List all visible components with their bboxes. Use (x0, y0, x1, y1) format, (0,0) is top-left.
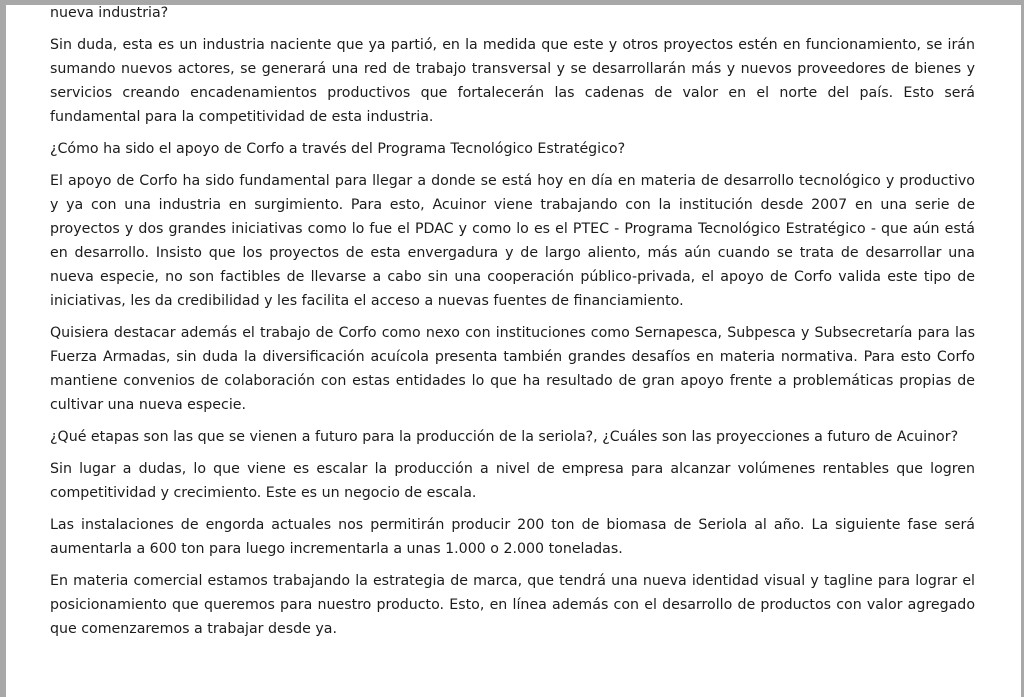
paragraph-answer-corfo: El apoyo de Corfo ha sido fundamental para llegar a donde se está hoy en día en materia de desarrollo tecnológico y productivo y ya con una industria en surgimiento. Para esto, Acuinor viene trabajando con la institución desde 2007 en una serie de proyectos y dos grandes iniciativas como lo fue el PDAC y como lo es el PTEC - Programa Tecnológico Estratégico - que aún está en desarrollo. Insisto que los proyectos de esta envergadura y de largo aliento, más aún cuando se trata de desarrollar una nueva especie, no son factibles de llevarse a cabo sin una cooperación público-privada, el apoyo de Corfo valida este tipo de iniciativas, les da credibilidad y les facilita el acceso a nuevas fuentes de financiamiento. (50, 173, 975, 309)
paragraph-answer-scale: Sin lugar a dudas, lo que viene es escalar la producción a nivel de empresa para alcanzar volúmenes rentables que logren competitividad y crecimiento. Este es un negocio de escala. (50, 461, 975, 501)
paragraph-answer-industry: Sin duda, esta es un industria naciente que ya partió, en la medida que este y otros proyectos estén en funcionamiento, se irán sumando nuevos actores, se generará una red de trabajo transversal y se desarrollarán más y nuevos proveedores de bienes y servicios creando encadenamientos productivos que fortalecerán las cadenas de valor en el norte del país. Esto será fundamental para la competitividad de esta industria. (50, 37, 975, 125)
article-body (50, 1, 975, 649)
question-corfo-support: ¿Cómo ha sido el apoyo de Corfo a través del Programa Tecnológico Estratégico? (50, 141, 626, 157)
paragraph-answer-institutions: Quisiera destacar además el trabajo de Corfo como nexo con instituciones como Sernapesca, Subpesca y Subsecretaría para las Fuerza Armadas, sin duda la diversificación acuícola presenta también grandes desafíos en materia normativa. Para esto Corfo mantiene convenios de colaboración con estas entidades lo que ha resultado de gran apoyo frente a problemáticas propias de cultivar una nueva especie. (50, 325, 975, 413)
paragraph-answer-branding: En materia comercial estamos trabajando la estrategia de marca, que tendrá una nueva identidad visual y tagline para lograr el posicionamiento que queremos para nuestro producto. Esto, en línea además con el desarrollo de productos con valor agregado que comenzaremos a trabajar desde ya. (50, 573, 975, 637)
paragraph-continuation: nueva industria? (50, 5, 169, 21)
paragraph-answer-capacity: Las instalaciones de engorda actuales nos permitirán producir 200 ton de biomasa de Seriola al año. La siguiente fase será aumentarla a 600 ton para luego incrementarla a unas 1.000 o 2.000 toneladas. (50, 517, 975, 557)
question-future-stages: ¿Qué etapas son las que se vienen a futuro para la producción de la seriola?, ¿Cuáles son las proyecciones a futuro de Acuinor? (50, 429, 959, 445)
